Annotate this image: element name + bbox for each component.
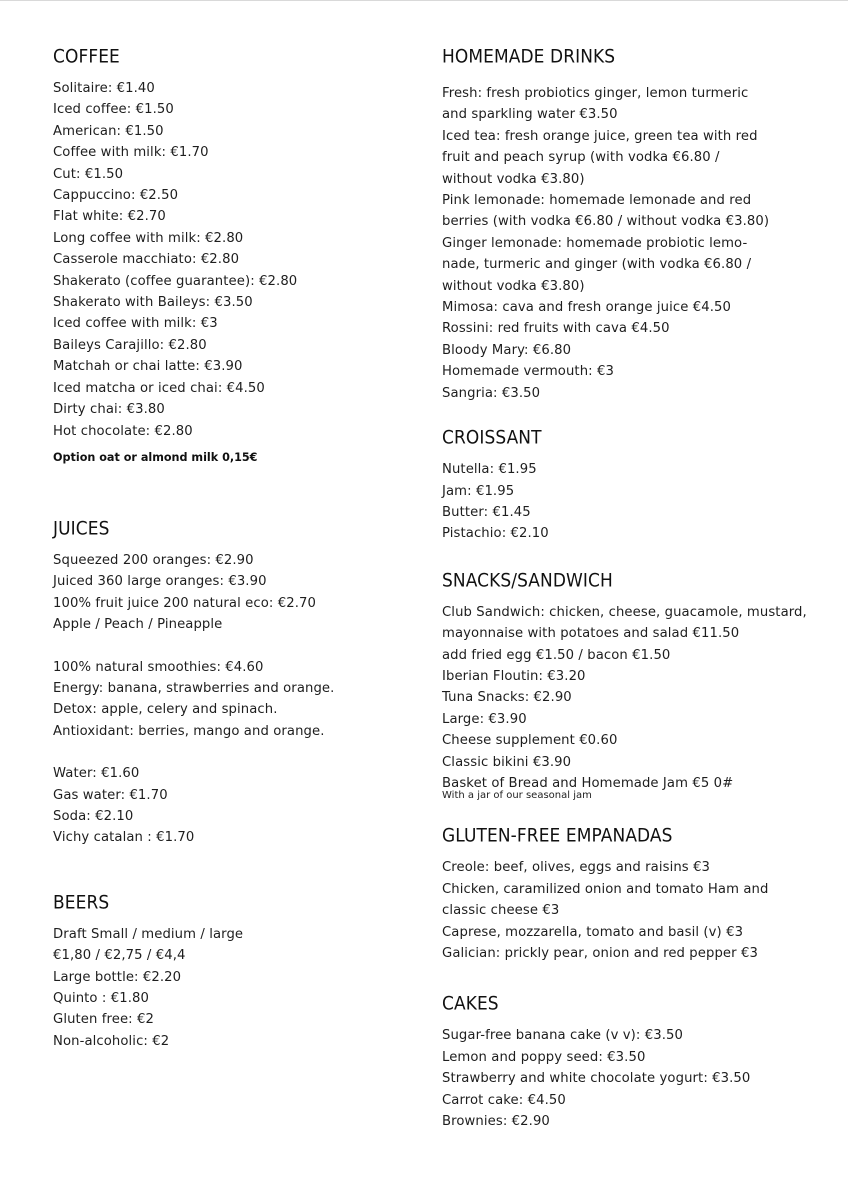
section-title-snacks: SNACKS/SANDWICH: [442, 569, 613, 592]
menu-item: Casserole macchiato: €2.80: [53, 252, 240, 268]
menu-item: Club Sandwich: chicken, cheese, guacamole, mustard,: [442, 604, 807, 620]
menu-item: add fried egg €1.50 / bacon €1.50: [442, 647, 671, 663]
menu-item: Juiced 360 large oranges: €3.90: [53, 574, 267, 590]
menu-item: Tuna Snacks: €2.90: [442, 690, 572, 706]
menu-item: Cheese supplement €0.60: [442, 733, 618, 749]
menu-item: Sugar-free banana cake (v v): €3.50: [442, 1028, 684, 1044]
menu-item: Soda: €2.10: [53, 808, 134, 824]
menu-item: Lemon and poppy seed: €3.50: [442, 1049, 646, 1065]
section-snacks: [442, 569, 822, 803]
menu-item: Antioxidant: berries, mango and orange.: [53, 723, 325, 739]
menu-item: €1,80 / €2,75 / €4,4: [53, 948, 186, 964]
menu-item: Ginger lemonade: homemade probiotic lemo-: [442, 235, 748, 251]
section-cakes: [442, 992, 822, 1132]
menu-item: Shakerato with Baileys: €3.50: [53, 295, 253, 311]
menu-item: Draft Small / medium / large: [53, 926, 244, 942]
menu-item: Long coffee with milk: €2.80: [53, 230, 244, 246]
menu-item: Pink lemonade: homemade lemonade and red: [442, 193, 752, 209]
left-column: [53, 45, 393, 1052]
menu-item: Water: €1.60: [53, 766, 140, 782]
menu-item: Butter: €1.45: [442, 504, 531, 520]
section-coffee: [53, 45, 393, 465]
section-croissant: [442, 426, 822, 545]
menu-item: fruit and peach syrup (with vodka €6.80 /: [442, 150, 720, 166]
menu-item: Brownies: €2.90: [442, 1114, 550, 1130]
bread-basket-subnote: With a jar of our seasonal jam: [442, 790, 592, 802]
cakes-list: [442, 1025, 822, 1132]
menu-item: Homemade vermouth: €3: [442, 364, 614, 380]
menu-item: Nutella: €1.95: [442, 462, 537, 478]
menu-item: Energy: banana, strawberries and orange.: [53, 680, 335, 696]
section-title-beers: BEERS: [53, 891, 110, 914]
menu-item: Iced tea: fresh orange juice, green tea with red: [442, 128, 758, 144]
menu-item: Basket of Bread and Homemade Jam €5 0#: [442, 775, 734, 791]
homemade-drinks-list: [442, 83, 822, 404]
milk-option-note: Option oat or almond milk 0,15€: [53, 450, 258, 464]
menu-item: Creole: beef, olives, eggs and raisins €3: [442, 860, 711, 876]
menu-item: Squeezed 200 oranges: €2.90: [53, 552, 254, 568]
menu-item: berries (with vodka €6.80 / without vodka €3.80): [442, 214, 770, 230]
smoothies-list: [53, 657, 393, 743]
menu-item: Caprese, mozzarella, tomato and basil (v) €3: [442, 924, 744, 940]
menu-item: without vodka €3.80): [442, 171, 585, 187]
section-title-homemade-drinks: HOMEMADE DRINKS: [442, 45, 616, 69]
menu-item: Gluten free: €2: [53, 1012, 154, 1028]
water-list: [53, 763, 393, 849]
menu-item: Mimosa: cava and fresh orange juice €4.50: [442, 300, 731, 316]
menu-item: Carrot cake: €4.50: [442, 1092, 566, 1108]
snacks-list: [442, 602, 822, 795]
menu-item: Cappuccino: €2.50: [53, 188, 179, 204]
menu-item: Apple / Peach / Pineapple: [53, 617, 223, 633]
menu-item: Vichy catalan : €1.70: [53, 830, 195, 846]
menu-item: Shakerato (coffee guarantee): €2.80: [53, 273, 298, 289]
menu-item: Large: €3.90: [442, 711, 527, 727]
section-title-croissant: CROISSANT: [442, 426, 542, 450]
menu-item: Iberian Floutin: €3.20: [442, 668, 586, 684]
menu-item: Fresh: fresh probiotics ginger, lemon turmeric: [442, 86, 749, 101]
section-empanadas: [442, 824, 822, 964]
coffee-list: [53, 78, 393, 442]
menu-item: Detox: apple, celery and spinach.: [53, 702, 278, 718]
menu-item: Galician: prickly pear, onion and red pepper €3: [442, 946, 758, 961]
section-title-cakes: CAKES: [442, 993, 499, 1016]
menu-item: Baileys Carajillo: €2.80: [53, 337, 207, 353]
menu-item: Solitaire: €1.40: [53, 81, 155, 96]
menu-item: nade, turmeric and ginger (with vodka €6.80 /: [442, 257, 752, 273]
menu-item: Coffee with milk: €1.70: [53, 145, 209, 161]
menu-item: mayonnaise with potatoes and salad €11.50: [442, 626, 740, 642]
menu-item: Sangria: €3.50: [442, 385, 541, 401]
menu-item: Jam: €1.95: [442, 483, 515, 499]
menu-item: Large bottle: €2.20: [53, 969, 182, 985]
beers-list: [53, 924, 393, 1052]
juices-list: [53, 550, 393, 636]
menu-item: Chicken, caramilized onion and tomato Ham and: [442, 881, 769, 897]
section-beers: [53, 891, 393, 1052]
menu-item: 100% fruit juice 200 natural eco: €2.70: [53, 595, 316, 611]
section-juices: [53, 517, 393, 849]
menu-item: Gas water: €1.70: [53, 787, 168, 803]
menu-item: Quinto : €1.80: [53, 991, 149, 1006]
section-homemade-drinks: [442, 45, 822, 404]
menu-item: Non-alcoholic: €2: [53, 1033, 170, 1049]
menu-item: American: €1.50: [53, 123, 164, 139]
menu-item: 100% natural smoothies: €4.60: [53, 659, 264, 675]
section-title-coffee: COFFEE: [53, 45, 120, 69]
menu-item: Flat white: €2.70: [53, 209, 166, 225]
menu-item: and sparkling water €3.50: [442, 107, 618, 123]
menu-item: Strawberry and white chocolate yogurt: €3.50: [442, 1071, 751, 1087]
menu-item: Rossini: red fruits with cava €4.50: [442, 321, 670, 337]
top-divider: [0, 0, 848, 1]
menu-item: Dirty chai: €3.80: [53, 402, 165, 418]
menu-item: Classic bikini €3.90: [442, 754, 572, 770]
menu-item: Cut: €1.50: [53, 166, 124, 182]
section-title-empanadas: GLUTEN-FREE EMPANADAS: [442, 825, 673, 848]
empanadas-list: [442, 857, 822, 964]
right-column: [442, 45, 822, 1132]
menu-item: Matchah or chai latte: €3.90: [53, 359, 243, 375]
menu-item: Hot chocolate: €2.80: [53, 423, 193, 439]
menu-item: Pistachio: €2.10: [442, 526, 549, 542]
croissant-list: [442, 459, 822, 545]
menu-item: Iced coffee: €1.50: [53, 102, 174, 118]
menu-item: classic cheese €3: [442, 903, 560, 919]
menu-item: Bloody Mary: €6.80: [442, 342, 572, 358]
section-title-juices: JUICES: [53, 517, 110, 541]
menu-item: Iced matcha or iced chai: €4.50: [53, 380, 265, 396]
menu-item: Iced coffee with milk: €3: [53, 316, 218, 332]
menu-item: without vodka €3.80): [442, 278, 585, 294]
